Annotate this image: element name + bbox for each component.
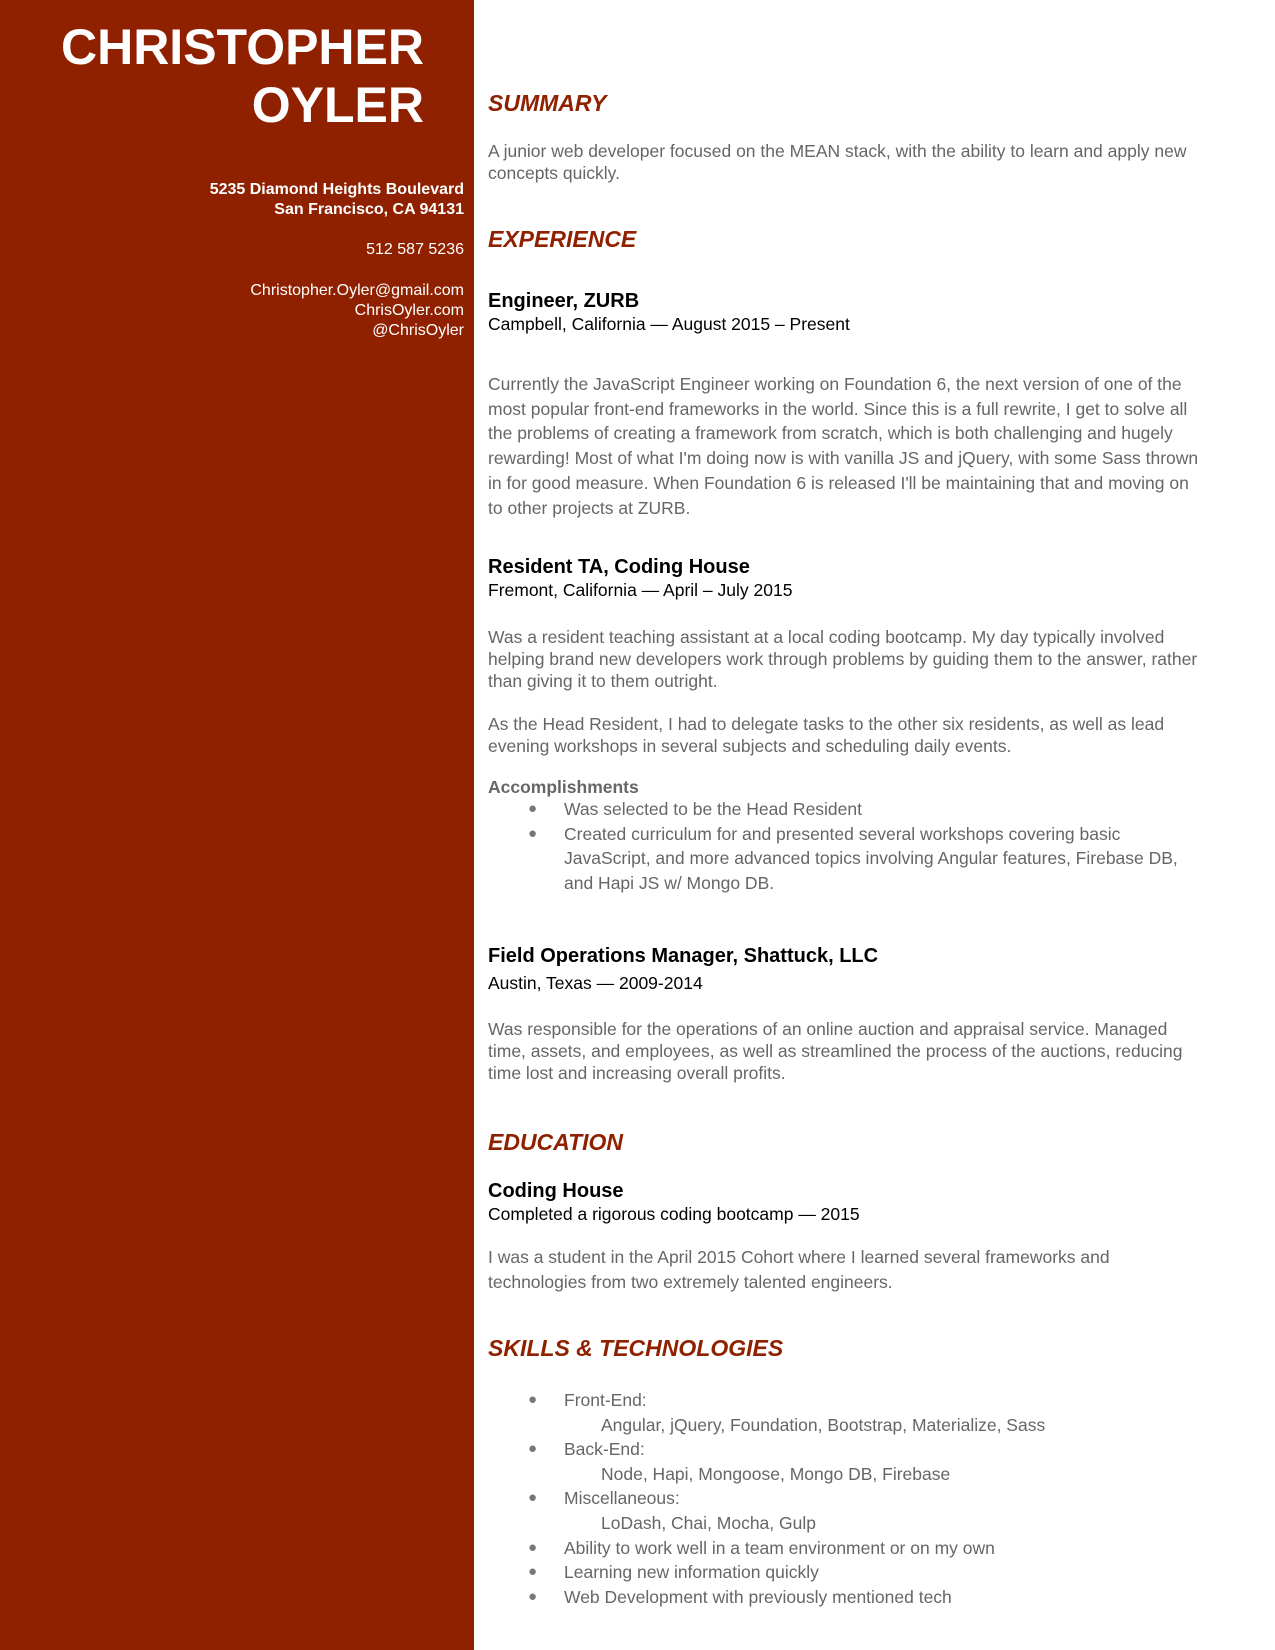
education-text: I was a student in the April 2015 Cohort where I learned several frameworks and technologies from two extremely talented engineers. bbox=[488, 1247, 1110, 1292]
job-meta: Campbell, California — August 2015 – Present bbox=[488, 314, 850, 334]
bullet-icon: ● bbox=[528, 1538, 538, 1556]
bullet-icon: ● bbox=[528, 824, 538, 842]
skill-category: Back-End: bbox=[564, 1439, 645, 1460]
bullet-icon: ● bbox=[528, 1489, 538, 1507]
job-title: Engineer, ZURB bbox=[488, 290, 640, 312]
job-description: As the Head Resident, I had to delegate tasks to the other six residents, as well as lead evening workshops in several subjects and scheduling daily events. bbox=[488, 714, 1165, 756]
list-item bbox=[488, 1536, 1208, 1561]
list-item-text: Web Development with previously mentioned tech bbox=[564, 1586, 952, 1607]
list-item bbox=[488, 1560, 1208, 1585]
skills-list bbox=[488, 1388, 1208, 1609]
list-item bbox=[488, 1388, 1208, 1437]
skill-category: Front-End: bbox=[564, 1390, 647, 1410]
address-line-1: 5235 Diamond Heights Boulevard bbox=[209, 181, 464, 198]
list-item-text: Ability to work well in a team environment or on my own bbox=[564, 1537, 995, 1558]
job-meta: Fremont, California — April – July 2015 bbox=[488, 580, 793, 600]
job-title: Resident TA, Coding House bbox=[488, 556, 750, 578]
experience-heading: EXPERIENCE bbox=[488, 226, 637, 252]
job-title: Field Operations Manager, Shattuck, LLC bbox=[488, 945, 879, 967]
accomplishments-heading: Accomplishments bbox=[488, 777, 639, 797]
bullet-icon: ● bbox=[528, 1391, 538, 1408]
summary-heading: SUMMARY bbox=[488, 90, 607, 116]
job-description: Was a resident teaching assistant at a local coding bootcamp. My day typically involved helping brand new developers work through problems by guiding them to the answer, rather than giving it to them outright. bbox=[488, 627, 1198, 691]
job-description: Was responsible for the operations of an online auction and appraisal service. Managed time, assets, and employees, as well as streamlined the process of the auctions, reducing time lost and increasing overall profits. bbox=[488, 1019, 1183, 1083]
bullet-icon: ● bbox=[528, 1440, 538, 1458]
bullet-icon: ● bbox=[528, 800, 538, 817]
list-item-text: Created curriculum for and presented several workshops covering basic JavaScript, and more advanced topics involving Angular features, Firebase DB, and Hapi JS w/ Mongo DB. bbox=[564, 823, 1178, 893]
online-contact-block bbox=[250, 281, 464, 341]
list-item bbox=[488, 822, 1208, 896]
name-first: CHRISTOPHER bbox=[60, 19, 424, 75]
phone: 512 587 5236 bbox=[366, 241, 464, 258]
list-item bbox=[488, 1486, 1208, 1535]
email-link[interactable]: Christopher.Oyler@gmail.com bbox=[250, 282, 464, 299]
summary-text: A junior web developer focused on the MEAN stack, with the ability to learn and apply new concepts quickly. bbox=[488, 141, 1187, 183]
skills-heading: SKILLS & TECHNOLOGIES bbox=[488, 1335, 784, 1361]
name-last: OYLER bbox=[251, 77, 424, 133]
education-heading: EDUCATION bbox=[488, 1129, 624, 1155]
school-name: Coding House bbox=[488, 1180, 624, 1202]
school-meta: Completed a rigorous coding bootcamp — 2015 bbox=[488, 1204, 860, 1224]
list-item-text: Was selected to be the Head Resident bbox=[564, 799, 862, 819]
accomplishments-list bbox=[488, 797, 1208, 895]
bullet-icon: ● bbox=[528, 1587, 538, 1605]
list-item bbox=[488, 1585, 1208, 1610]
address-line-2: San Francisco, CA 94131 bbox=[274, 201, 464, 218]
sidebar bbox=[0, 0, 474, 1650]
job-meta: Austin, Texas — 2009-2014 bbox=[488, 973, 703, 993]
skill-detail: LoDash, Chai, Mocha, Gulp bbox=[601, 1512, 816, 1533]
list-item bbox=[488, 1437, 1208, 1486]
bullet-icon: ● bbox=[528, 1563, 538, 1581]
skill-detail: Node, Hapi, Mongoose, Mongo DB, Firebase bbox=[601, 1463, 951, 1484]
list-item bbox=[488, 797, 1208, 822]
social-handle-link[interactable]: @ChrisOyler bbox=[372, 322, 464, 339]
skill-category: Miscellaneous: bbox=[564, 1488, 680, 1509]
address-block bbox=[210, 180, 464, 220]
job-description: Currently the JavaScript Engineer working on Foundation 6, the next version of one of the most popular front-end frameworks in the world. Since this is a full rewrite, I get to solve all the problems of creating a framework from scratch, which is both challenging and hugely rewarding! Most of what I'm doing now is with vanilla JS and jQuery, with some Sass thrown in for good measure. When Foundation 6 is released I'll be maintaining that and moving on to other projects at ZURB. bbox=[488, 374, 1199, 518]
candidate-name bbox=[61, 18, 424, 134]
skill-detail: Angular, jQuery, Foundation, Bootstrap, Materialize, Sass bbox=[601, 1414, 1046, 1435]
list-item-text: Learning new information quickly bbox=[564, 1562, 819, 1583]
website-link[interactable]: ChrisOyler.com bbox=[354, 302, 464, 319]
